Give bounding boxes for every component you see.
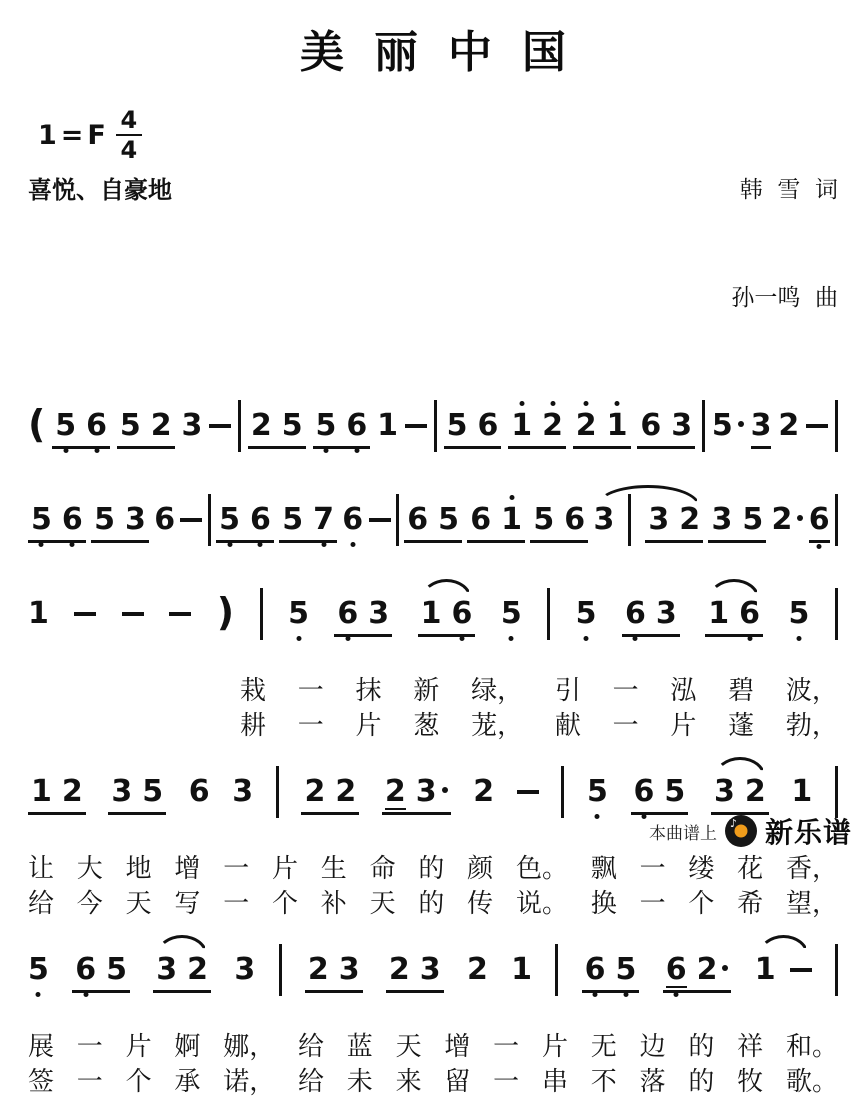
beam-group [508,410,566,449]
barline [702,400,705,452]
note: 2 [679,502,701,537]
lyric-syllable: 一 [297,676,324,706]
note: 1 [754,952,776,987]
lyric-syllable: 香， [785,854,838,884]
note: 1 [708,596,730,631]
note: 5 [119,408,141,443]
note: 2 [150,408,172,443]
note: 2 [250,408,272,443]
meter-denominator: 4 [120,136,138,164]
beam-group [117,410,175,449]
note: 2 [772,504,804,536]
score-line-5 [28,932,838,1026]
lyric-syllable: 天 [395,1032,422,1062]
beam-group [305,954,363,993]
note: 2 [697,954,729,986]
barline [238,400,241,452]
note: 5 [575,596,597,631]
note: 1 [501,502,523,537]
lyrics-block-3 [28,1030,838,1100]
lyric-syllable: 一 [639,854,666,884]
note: 2 [744,774,766,809]
lyric-syllable: 生 [320,854,347,884]
note: 5 [533,502,555,537]
dash-prolong [790,968,812,972]
lyric-syllable: 传 [467,889,494,919]
lyric-syllable: 引 [554,676,581,706]
lyric-syllable: 未 [346,1067,373,1097]
barline [547,588,550,640]
lyricist-credit: 韩 雪 词 [739,177,838,203]
score-line-2 [28,482,838,576]
meter-numerator: 4 [120,106,138,134]
note: 5 [664,774,686,809]
note: 6 [75,952,97,987]
beam-group-slurred [418,598,476,637]
note: 5 [55,408,77,443]
lyric-syllable: 色。 [515,854,568,884]
note: 6 [188,774,210,809]
beam-group [248,410,306,449]
barline [434,400,437,452]
note: 1 [511,952,532,987]
lyric-syllable: 天 [369,889,396,919]
beam-group [72,954,130,993]
note: 5 [288,596,309,631]
lyric-syllable: 绿， [471,676,524,706]
lyric-syllable: 个 [688,889,715,919]
note: 3 [751,410,772,449]
note: 2 [542,408,563,443]
lyric-syllable: 个 [271,889,298,919]
score-line-1 [28,388,838,482]
lyric-syllable: 写 [174,889,201,919]
lyric-syllable: 花 [737,854,764,884]
note: 1 [31,774,52,809]
lyric-syllable: 一 [612,711,639,741]
lyric-syllable: 留 [444,1067,471,1097]
lyrics-block-1 [28,674,838,744]
music-note-icon: ♪ [729,817,738,830]
beam-group-slurred [153,954,211,993]
tempo-expression: 喜悦、自豪地 [28,176,172,204]
lyric-syllable: 地 [125,854,152,884]
lyric-syllable: 耕 [240,711,267,741]
lyric-syllable: 大 [76,854,103,884]
note: 3 [671,408,693,443]
key-and-tempo [28,94,172,209]
note: 2 [384,774,406,809]
vinyl-record-icon [725,815,757,847]
lyric-syllable: 签 [28,1067,55,1097]
barline [628,494,631,546]
score-line-3 [28,576,838,670]
beam-group [467,504,525,543]
lyric-syllable: 一 [76,1067,103,1097]
parenthesis: ) [216,590,235,634]
note: 1 [420,596,442,631]
dash-prolong [369,518,391,522]
note: 3 [368,596,390,631]
barline [555,944,558,996]
lyric-syllable: 给 [297,1032,324,1062]
lyric-syllable: 边 [639,1032,666,1062]
footer-prefix-text: 本曲谱上 [648,823,717,844]
lyric-syllable: 牧 [737,1067,764,1097]
site-brand-name: 新乐谱 [764,816,852,849]
lyric-syllable: 泓 [670,676,697,706]
beam-group [708,504,766,543]
lyric-syllable: 一 [639,889,666,919]
lyric-syllable: 的 [418,854,445,884]
lyric-syllable: 片 [670,711,697,741]
note: 6 [665,952,687,987]
beam-group [313,410,371,449]
note: 5 [106,952,127,987]
lyric-syllable: 天 [125,889,152,919]
lyric-syllable: 一 [493,1067,520,1097]
note: 5 [742,502,764,537]
lyric-syllable: 不 [590,1067,617,1097]
barline [279,944,282,996]
dot-after-note [738,421,744,427]
lyric-syllable: 串 [541,1067,568,1097]
note: 1 [606,408,628,443]
note: 2 [466,952,488,987]
lyric-syllable: 一 [493,1032,520,1062]
beam-group [637,410,695,449]
note: 6 [451,596,473,631]
beam-group [444,410,502,449]
lyrics-block-2 [28,852,838,922]
lyric-syllable: 的 [418,889,445,919]
beam-group [382,776,451,815]
watermark-footer [649,811,852,851]
beam-group [622,598,680,637]
lyric-syllable: 和。 [785,1032,838,1062]
lyric-syllable: 祥 [737,1032,764,1062]
barline [208,494,211,546]
lyric-syllable: 片 [541,1032,568,1062]
note: 5 [446,408,468,443]
lyric-syllable: 望， [785,889,838,919]
beam-group-slurred [711,776,769,815]
lyric-syllable: 蓝 [346,1032,373,1062]
beam-group [645,504,703,543]
beam-group-slurred [705,598,763,637]
lyric-syllable: 让 [28,854,55,884]
note: 2 [335,774,357,809]
note: 5 [219,502,240,537]
lyric-syllable: 娜， [223,1032,276,1062]
barline [396,494,399,546]
lyric-syllable: 婀 [174,1032,201,1062]
dash-prolong [180,518,202,522]
lyric-syllable: 抹 [355,676,382,706]
note: 5 [142,774,164,809]
lyric-syllable: 片 [271,854,298,884]
lyrics-row-verse1 [28,674,838,709]
beam-group [334,598,392,637]
beam-group [582,954,640,993]
lyric-syllable: 一 [76,1032,103,1062]
note: 2 [304,774,326,809]
beam-group [108,776,166,815]
note: 5 [615,952,637,987]
lyric-syllable: 今 [76,889,103,919]
beam-group [301,776,359,815]
note: 5 [31,502,52,537]
lyric-syllable: 承 [174,1067,201,1097]
parenthesis: ( [28,402,46,446]
lyrics-row-verse1 [28,1030,838,1065]
note: 3 [416,776,448,808]
note: 6 [633,774,655,809]
lyric-syllable: 一 [612,676,639,706]
dot-after-note [722,965,728,971]
note: 6 [470,502,492,537]
key-name: F [87,119,106,151]
lyric-syllable: 说。 [515,889,568,919]
note: 5 [438,502,459,537]
barline [561,766,564,818]
lyric-syllable: 颜 [467,854,494,884]
dash-prolong [405,424,427,428]
lyric-syllable: 落 [639,1067,666,1097]
lyric-syllable: 勃， [785,711,838,741]
dash-prolong [517,790,539,794]
lyric-syllable: 片 [355,711,382,741]
lyric-syllable: 一 [223,889,250,919]
note: 6 [739,596,760,631]
note: 3 [234,952,256,987]
barline [835,400,838,452]
lyric-syllable: 给 [28,889,55,919]
lyric-syllable: 诺， [223,1067,276,1097]
lyric-syllable: 的 [688,1067,715,1097]
note: 3 [593,502,615,537]
lyric-syllable: 蓬 [728,711,755,741]
note: 6 [640,408,662,443]
lyric-syllable: 增 [174,854,201,884]
note: 6 [342,502,364,537]
note: 5 [94,502,115,537]
lyric-syllable: 歌。 [785,1067,838,1097]
slur [755,954,812,986]
time-signature [116,108,142,162]
composer-credit: 孙一鸣 曲 [731,285,838,311]
lyric-syllable: 希 [737,889,764,919]
note: 5 [712,410,744,442]
note: 3 [711,502,733,537]
equals-sign: = [60,119,84,151]
barline [276,766,279,818]
lyric-syllable: 展 [28,1032,55,1062]
beam-group [216,504,274,543]
lyric-syllable: 献 [554,711,581,741]
beam-group [404,504,462,543]
lyric-syllable: 增 [444,1032,471,1062]
key-tonic: 1 [38,119,57,151]
note: 5 [28,952,49,987]
lyric-syllable: 一 [223,854,250,884]
lyric-syllable: 飘 [590,854,617,884]
note: 6 [86,408,107,443]
beam-group [573,410,631,449]
lyric-syllable: 的 [688,1032,715,1062]
beam-group [530,504,588,543]
note: 6 [477,408,499,443]
credits [731,100,838,388]
dash-prolong [806,424,828,428]
dash-prolong [209,424,231,428]
note: 3 [648,502,670,537]
note: 3 [232,774,254,809]
note: 6 [407,502,429,537]
note: 2 [307,952,329,987]
barline [835,588,838,640]
beam-group [28,504,86,543]
note: 6 [337,596,359,631]
lyric-syllable: 给 [297,1067,324,1097]
lyric-syllable: 波， [785,676,838,706]
beam-group [631,776,689,815]
song-title: 美丽中国 [300,27,596,78]
lyric-syllable: 无 [590,1032,617,1062]
note: 2 [575,408,597,443]
barline [260,588,263,640]
note: 5 [587,774,608,809]
lyric-syllable: 缕 [688,854,715,884]
lyric-syllable: 茏， [471,711,524,741]
beam-group [386,954,444,993]
lyrics-row-verse2 [28,1065,838,1100]
note: 3 [124,502,146,537]
header-row [28,94,838,388]
barline [835,494,838,546]
note: 3 [181,408,203,443]
note: 3 [713,774,735,809]
note: 2 [778,408,800,443]
beam-group [663,954,732,993]
beam-group [28,776,86,815]
dash-prolong [169,612,191,616]
note: 3 [338,952,360,987]
lyric-syllable: 片 [125,1032,152,1062]
note: 1 [377,408,398,443]
note: 6 [809,504,830,543]
note: 2 [61,774,83,809]
lyrics-row-verse2 [28,709,838,744]
dash-prolong [74,612,96,616]
note: 3 [111,774,133,809]
beam-group [91,504,149,543]
barline [835,944,838,996]
note: 5 [315,408,337,443]
note: 6 [584,952,606,987]
lyric-syllable: 个 [125,1067,152,1097]
note: 1 [511,408,533,443]
note: 7 [313,502,334,537]
note: 6 [61,502,83,537]
note: 5 [282,502,304,537]
beam-group [279,504,337,543]
slur [593,504,703,546]
lyric-syllable: 碧 [728,676,755,706]
note: 1 [28,596,49,631]
note: 2 [388,952,410,987]
note: 5 [500,596,522,631]
note: 3 [419,952,441,987]
note: 3 [156,952,178,987]
note: 1 [791,774,813,809]
lyric-syllable: 葱 [413,711,440,741]
note: 5 [788,596,810,631]
note: 6 [154,502,176,537]
key-signature [38,108,172,162]
dash-prolong [122,612,144,616]
lyric-syllable: 一 [297,711,324,741]
lyrics-row-verse1 [28,852,838,887]
note: 2 [187,952,208,987]
lyric-syllable: 新 [413,676,440,706]
lyric-syllable: 来 [395,1067,422,1097]
note: 2 [473,774,495,809]
lyric-syllable: 命 [369,854,396,884]
dot-after-note [797,515,803,521]
lyric-syllable: 换 [590,889,617,919]
note: 5 [281,408,303,443]
note: 6 [625,596,646,631]
note: 6 [346,408,368,443]
note: 3 [655,596,677,631]
beam-group [52,410,110,449]
lyric-syllable: 栽 [240,676,267,706]
lyric-syllable: 补 [320,889,347,919]
note: 6 [564,502,586,537]
lyrics-row-verse2 [28,887,838,922]
dot-after-note [442,787,448,793]
note: 6 [249,502,271,537]
